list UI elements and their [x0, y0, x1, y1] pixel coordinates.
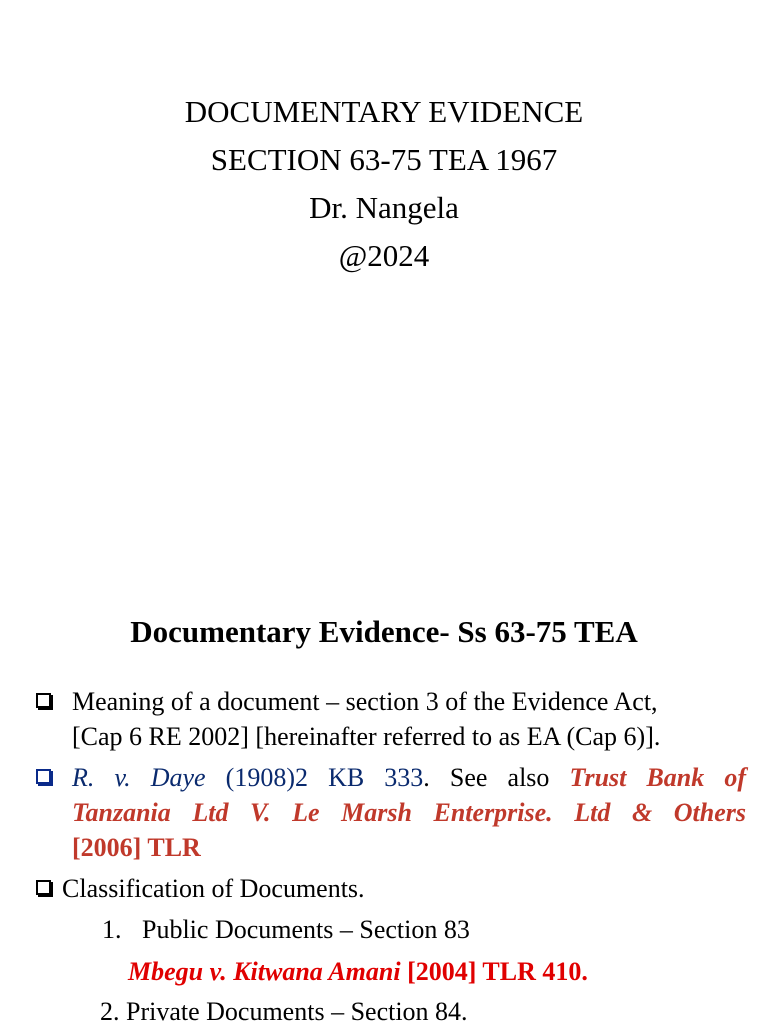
checkbox-bullet-icon [36, 693, 51, 708]
bullet-meaning-of-document [36, 684, 746, 754]
bullet-text [72, 684, 746, 754]
bullet-text [72, 760, 746, 865]
list-number: 1. [102, 915, 122, 944]
list-text: Public Documents – Section 83 [142, 915, 470, 944]
case-name: Tanzania Ltd V. Le Marsh Enterprise. Ltd & Others [72, 798, 746, 827]
bullet-classification [36, 871, 746, 906]
bullet-case-references [36, 760, 746, 865]
bullet-line [72, 760, 746, 795]
case-citation: [2006] TLR [72, 833, 201, 862]
author-line: Dr. Nangela [309, 190, 459, 225]
case-citation: [2004] TLR 410. [400, 957, 588, 986]
case-name: Trust Bank of [569, 763, 747, 792]
title-line-1: DOCUMENTARY EVIDENCE [184, 94, 584, 129]
year-line: @2024 [338, 238, 430, 273]
case-reference-line [128, 954, 588, 989]
slide1-title-block [0, 88, 768, 280]
bullet-line: [Cap 6 RE 2002] [hereinafter referred to as EA (Cap 6)]. [72, 722, 661, 751]
title-line-2: SECTION 63-75 TEA 1967 [210, 142, 558, 177]
case-name: R. v. Daye [72, 763, 206, 792]
bullet-text: Classification of Documents. [62, 874, 365, 903]
slide2-heading: Documentary Evidence- Ss 63-75 TEA [130, 614, 638, 649]
see-also-text: . See also [423, 763, 550, 792]
case-name: Mbegu v. Kitwana Amani [128, 957, 401, 986]
list-item-public-documents [102, 912, 470, 947]
bullet-line: Meaning of a document – section 3 of the Evidence Act, [72, 687, 658, 716]
checkbox-bullet-icon [36, 880, 51, 895]
case-citation: (1908)2 KB 333 [225, 763, 424, 792]
checkbox-bullet-icon [36, 769, 51, 784]
list-item-private-documents: 2. Private Documents – Section 84. [100, 997, 468, 1026]
